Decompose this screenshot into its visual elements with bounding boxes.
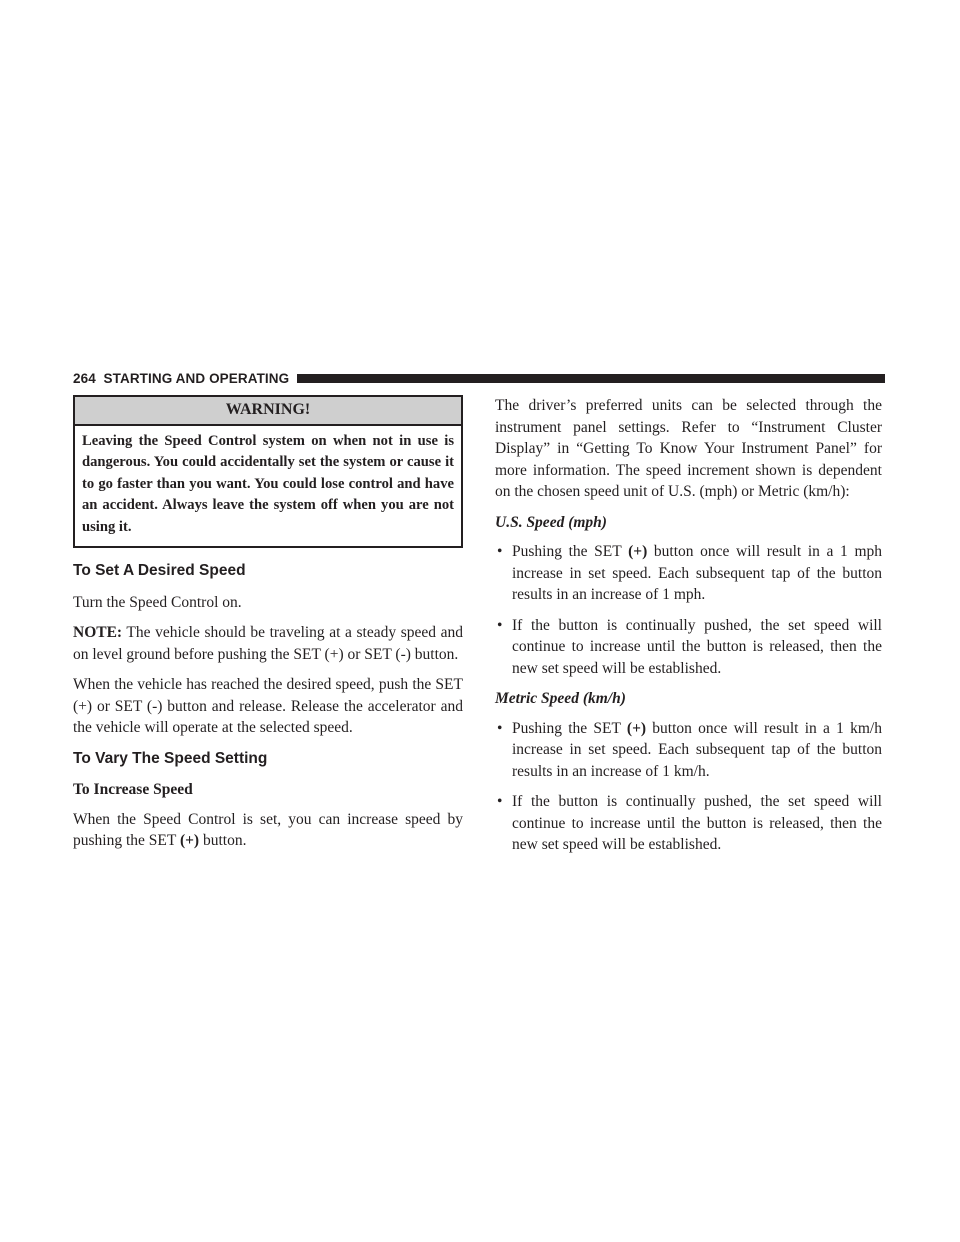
warning-body: Leaving the Speed Control system on when not in use is dangerous. You could accidentally set the system or cause it to go faster than you want. You could lose control and have an accident. Always leave the system off when you are not using it.: [82, 432, 454, 535]
header-rule: [297, 374, 885, 383]
heading-metric-speed: Metric Speed (km/h): [495, 690, 626, 707]
increase-text-a: When the Speed Control is set, you can increase speed by pushing the SET: [73, 810, 463, 849]
paragraph-increase-speed: [73, 809, 463, 852]
warning-box: [73, 395, 463, 548]
list-item: [495, 791, 882, 856]
metric-1-text-c: button once will result in a 1 km/h increase in set speed. Each subsequent tap of the button results in an increase of 1 km/h.: [512, 719, 882, 780]
metric-1-text-button: (+): [626, 719, 647, 737]
heading-us-speed: U.S. Speed (mph): [495, 513, 607, 531]
note-paragraph: [73, 622, 463, 665]
warning-title: WARNING!: [75, 397, 461, 426]
note-label: NOTE:: [73, 624, 123, 641]
paragraph-turn-on: Turn the Speed Control on.: [73, 593, 242, 611]
bullet-icon: •: [497, 719, 503, 737]
section-title: STARTING AND OPERATING: [103, 370, 290, 386]
bullet-icon: •: [497, 543, 503, 560]
list-item: [495, 615, 882, 680]
heading-set-desired-speed: To Set A Desired Speed: [73, 562, 246, 579]
us-1-text-c: button once will result in a 1 mph increase in set speed. Each subsequent tap of the button results in an increase of 1 mph.: [512, 543, 883, 603]
us-speed-list: [495, 541, 882, 679]
page-header: [73, 370, 885, 386]
us-1-text-a: Pushing the SET: [512, 543, 629, 560]
us-2-text: If the button is continually pushed, the set speed will continue to increase until the button is released, then the new set speed will be established.: [512, 616, 882, 677]
bullet-icon: •: [497, 616, 503, 634]
heading-vary-speed: To Vary The Speed Setting: [73, 749, 268, 767]
paragraph-reached-speed: When the vehicle has reached the desired speed, push the SET (+) or SET (-) button and release. Release the accelerator and the vehicle will operate at the selected speed.: [73, 676, 463, 736]
increase-text-button: (+): [179, 832, 200, 849]
left-column: [73, 395, 463, 861]
metric-speed-list: [495, 718, 882, 856]
note-text: The vehicle should be traveling at a steady speed and on level ground before pushing the SET (+) or SET (-) button.: [73, 624, 463, 663]
right-column: [495, 395, 882, 865]
list-item: [495, 718, 882, 783]
metric-2-text: If the button is continually pushed, the set speed will continue to increase until the button is released, then the new set speed will be established.: [512, 793, 882, 853]
bullet-icon: •: [497, 793, 503, 810]
heading-increase-speed: To Increase Speed: [73, 781, 193, 798]
increase-text-c: button.: [199, 832, 247, 849]
page-number: 264: [73, 370, 96, 386]
us-1-text-button: (+): [628, 543, 648, 560]
metric-1-text-a: Pushing the SET: [512, 719, 627, 737]
paragraph-units: The driver’s preferred units can be selected through the instrument panel settings. Refer to “Instrument Cluster Display” in “Getting To Know Your Instrument Panel” for more information. The speed increment shown is dependent on the chosen speed unit of U.S. (mph) or Metric (km/h):: [495, 397, 882, 500]
list-item: [495, 541, 882, 606]
page-header-text: [73, 371, 289, 386]
